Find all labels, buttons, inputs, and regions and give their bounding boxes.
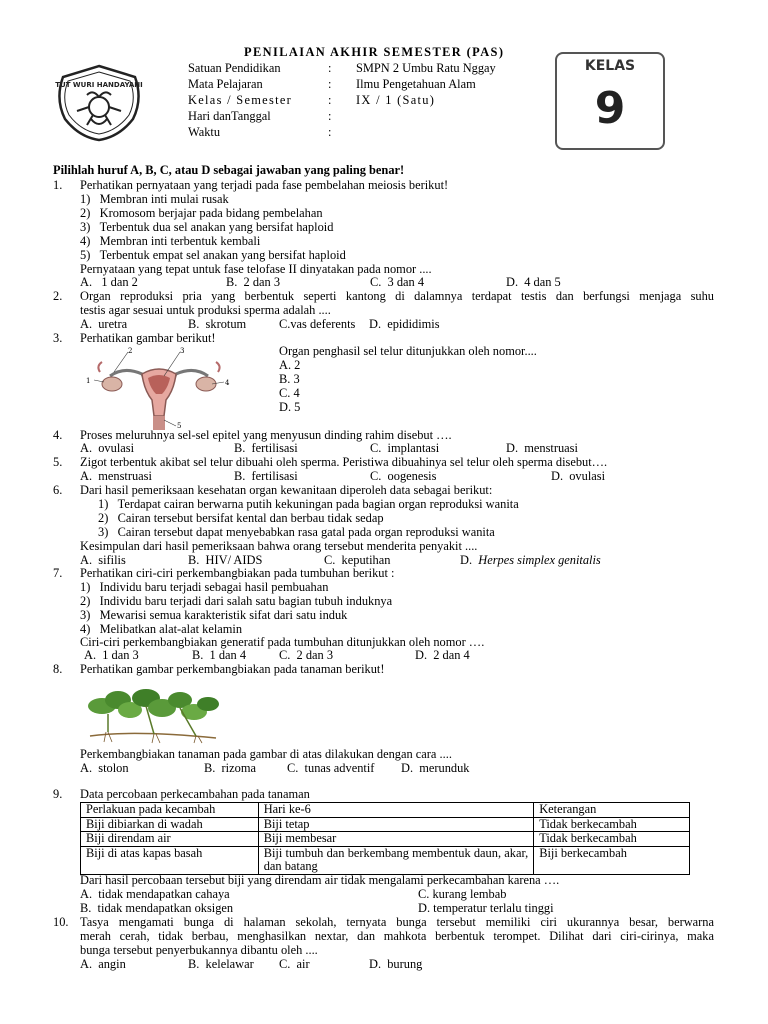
option-a[interactable]: A. 1 dan 2 [80,275,138,289]
question-text: Tasya mengamati bunga di halaman sekolah, ternyata bunga tersebut memiliki ciri ukurannya besar, berwarna [80,915,714,929]
list-item: 3) Mewarisi semua karakteristik sifat dari satu induk [80,608,348,622]
table-cell: Biji direndam air [81,832,259,847]
question-number: 4. [53,428,63,442]
tut-wuri-handayani-logo [53,63,145,143]
option-c[interactable]: C. keputihan [324,553,391,567]
question-text: Zigot terbentuk akibat sel telur dibuahi oleh sperma. Peristiwa dibuahinya sel telur oleh sperma disebut…. [80,455,608,469]
option-d[interactable]: D. temperatur terlalu tinggi [418,901,554,915]
question-number: 1. [53,178,63,192]
header-value: Ilmu Pengetahuan Alam [356,77,476,91]
question-number: 5. [53,455,63,469]
option-b[interactable]: B. 3 [279,372,300,386]
strawberry-plant-image [84,686,222,744]
option-a[interactable]: A. tidak mendapatkan cahaya [80,887,230,901]
option-a[interactable]: A. uretra [80,317,128,331]
table-cell: Biji tetap [258,817,533,832]
option-c[interactable]: C. tunas adventif [287,761,375,775]
diagram-label-5: 5 [177,422,182,430]
list-item: 2) Cairan tersebut bersifat kental dan berbau tidak sedap [98,511,384,525]
question-text: bunga tersebut penyerbukannya dibantu oleh .... [80,943,318,957]
option-b[interactable]: B. skrotum [188,317,247,331]
list-item: 2) Individu baru terjadi dari salah satu bagian tubuh induknya [80,594,393,608]
question-number: 9. [53,787,63,801]
question-text: Perhatikan gambar berikut! [80,331,216,345]
diagram-label-4: 4 [225,379,230,387]
question-text: Organ penghasil sel telur ditunjukkan oleh nomor.... [279,344,537,358]
option-d[interactable]: D. burung [369,957,423,971]
question-stem: Perkembangbiakan tanaman pada gambar di atas dilakukan dengan cara .... [80,747,452,761]
header-label: Kelas / Semester [188,93,293,107]
option-c[interactable]: C. oogenesis [370,469,437,483]
kelas-box [555,52,665,150]
list-item: 5) Terbentuk empat sel anakan yang bersifat haploid [80,248,346,262]
question-number: 6. [53,483,63,497]
option-c[interactable]: C. kurang lembab [418,887,507,901]
question-stem: Pernyataan yang tepat untuk fase telofase II dinyatakan pada nomor .... [80,262,432,276]
question-number: 8. [53,662,63,676]
table-row [81,817,690,832]
option-d[interactable]: D. epididimis [369,317,440,331]
instruction: Pilihlah huruf A, B, C, atau D sebagai jawaban yang paling benar! [53,163,405,177]
header-label: Hari danTanggal [188,109,271,123]
option-c[interactable]: C. 2 dan 3 [279,648,334,662]
option-a[interactable]: A. 2 [279,358,301,372]
table-cell: Tidak berkecambah [534,817,690,832]
table-header-row [81,803,690,818]
list-item: 3) Terbentuk dua sel anakan yang bersifat haploid [80,220,334,234]
option-a[interactable]: A. 1 dan 3 [84,648,139,662]
option-d[interactable]: D. menstruasi [506,441,578,455]
header-colon: : [328,125,332,139]
question-text: Data percobaan perkecambahan pada tanaman [80,787,310,801]
table-row [81,832,690,847]
table-cell: Biji dibiarkan di wadah [81,817,259,832]
option-b[interactable]: B. fertilisasi [234,441,298,455]
option-b[interactable]: B. tidak mendapatkan oksigen [80,901,234,915]
header-colon: : [328,77,332,91]
list-item: 1) Membran inti mulai rusak [80,192,229,206]
option-c[interactable]: C.vas deferents [279,317,356,331]
option-c[interactable]: C. air [279,957,310,971]
diagram-label-3: 3 [180,347,185,355]
option-d-text: Herpes simplex genitalis [478,553,601,567]
kelas-label: KELAS [584,58,636,74]
header-label: Satuan Pendidikan [188,61,281,75]
option-b[interactable]: B. rizoma [204,761,256,775]
table-cell: Biji berkecambah [534,846,690,874]
table-cell: Biji membesar [258,832,533,847]
option-d[interactable]: D. 2 dan 4 [415,648,470,662]
question-stem: Dari hasil percobaan tersebut biji yang direndam air tidak mengalami perkecambahan karena …. [80,873,560,887]
option-c[interactable]: C. 3 dan 4 [370,275,425,289]
option-c[interactable]: C. implantasi [370,441,440,455]
list-item: 4) Melibatkan alat-alat kelamin [80,622,243,636]
question-text: Proses meluruhnya sel-sel epitel yang menyusun dinding rahim disebut …. [80,428,452,442]
option-b[interactable]: B. fertilisasi [234,469,298,483]
germination-table [80,802,690,875]
table-cell: Tidak berkecambah [534,832,690,847]
option-d[interactable]: D. ovulasi [551,469,606,483]
option-a[interactable]: A. stolon [80,761,129,775]
option-d[interactable] [460,554,601,568]
option-d-letter: D. [460,553,479,567]
question-text: testis agar sesuai untuk produksi sperma adalah .... [80,303,331,317]
option-b[interactable]: B. HIV/ AIDS [188,553,263,567]
question-stem: Ciri-ciri perkembangbiakan generatif pada tumbuhan ditunjukkan oleh nomor …. [80,635,485,649]
question-stem: Kesimpulan dari hasil pemeriksaan bahwa orang tersebut menderita penyakit .... [80,539,478,553]
table-cell: Biji di atas kapas basah [81,846,259,874]
question-text: Organ reproduksi pria yang berbentuk seperti kantong di dalamnya terdapat testis dan berfungsi menjaga suhu [80,289,714,303]
kelas-number: 9 [594,83,626,134]
option-a[interactable]: A. menstruasi [80,469,152,483]
table-cell: Biji tumbuh dan berkembang membentuk daun, akar, dan batang [258,846,533,874]
exam-title: PENILAIAN AKHIR SEMESTER (PAS) [244,45,505,59]
header-label: Waktu [188,125,221,139]
diagram-label-2: 2 [128,347,133,355]
option-d[interactable]: D. 4 dan 5 [506,275,561,289]
header-value: SMPN 2 Umbu Ratu Nggay [356,61,496,75]
list-item: 1) Terdapat cairan berwarna putih kekuningan pada bagian organ reproduksi wanita [98,497,519,511]
option-a[interactable]: A. sifilis [80,553,126,567]
list-item: 2) Kromosom berjajar pada bidang pembelahan [80,206,323,220]
table-header-cell: Perlakuan pada kecambah [81,803,259,818]
header-value: IX / 1 (Satu) [356,93,436,107]
table-header-cell: Hari ke-6 [258,803,533,818]
option-b[interactable]: B. 2 dan 3 [226,275,281,289]
question-number: 2. [53,289,63,303]
list-item: 4) Membran inti terbentuk kembali [80,234,261,248]
question-number: 10. [53,915,69,929]
question-text: Dari hasil pemeriksaan kesehatan organ kewanitaan diperoleh data sebagai berikut: [80,483,493,497]
option-a[interactable]: A. ovulasi [80,441,135,455]
header-label: Mata Pelajaran [188,77,263,91]
list-item: 3) Cairan tersebut dapat menyebabkan rasa gatal pada organ reproduksi wanita [98,525,495,539]
question-text: merah cerah, tidak berbau, menghasilkan nextar, dan mahkota berbentuk terompet. Dilihat dari ciri-cirinya, maka [80,929,714,943]
question-text: Perhatikan ciri-ciri perkembangbiakan pada tumbuhan berikut : [80,566,395,580]
header-colon: : [328,61,332,75]
question-text: Perhatikan pernyataan yang terjadi pada fase pembelahan meiosis berikut! [80,178,449,192]
option-a[interactable]: A. angin [80,957,126,971]
option-d[interactable]: D. merunduk [401,761,470,775]
uterus-diagram [84,346,234,430]
option-b[interactable]: B. 1 dan 4 [192,648,247,662]
option-c[interactable]: C. 4 [279,386,300,400]
svg-text:TUT WURI HANDAYANI: TUT WURI HANDAYANI [55,81,143,89]
option-b[interactable]: B. kelelawar [188,957,254,971]
question-number: 7. [53,566,63,580]
header-colon: : [328,109,332,123]
diagram-label-1: 1 [86,377,91,385]
question-text: Perhatikan gambar perkembangbiakan pada tanaman berikut! [80,662,385,676]
option-d[interactable]: D. 5 [279,400,301,414]
header-colon: : [328,93,332,107]
question-number: 3. [53,331,63,345]
table-row [81,846,690,874]
table-header-cell: Keterangan [534,803,690,818]
list-item: 1) Individu baru terjadi sebagai hasil pembuahan [80,580,329,594]
